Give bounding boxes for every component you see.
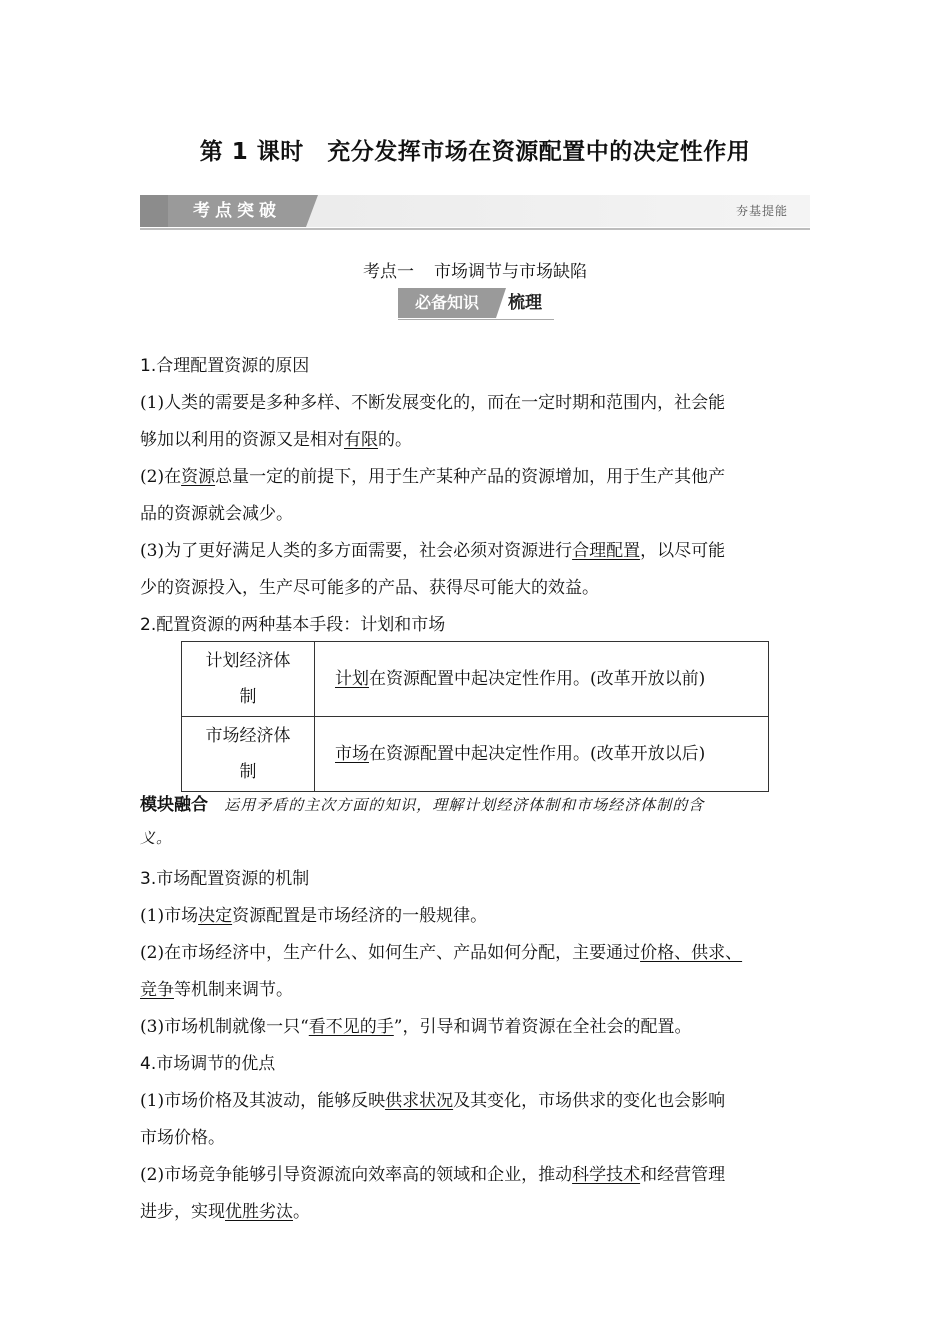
table-row [182, 717, 769, 792]
blank-answer: 看不见的手 [308, 1017, 394, 1037]
banner-underline [140, 228, 810, 230]
table-value-cell: 市场在资源配置中起决定性作用。(改革开放以后) [315, 717, 769, 792]
blank-answer: 合理配置 [572, 541, 641, 561]
p1-line-5: (3)为了更好满足人类的多方面需要，社会必须对资源进行合理配置，以尽可能 [140, 541, 726, 561]
blank-answer: 价格、供求、 [640, 943, 743, 963]
table-row [182, 642, 769, 717]
banner-right-label: 夯基提能 [735, 204, 788, 218]
fusion-line-2: 义。 [140, 829, 173, 847]
p4-line-4: 进步，实现优胜劣汰。 [140, 1202, 310, 1222]
table-value-cell: 计划在资源配置中起决定性作用。(改革开放以前) [315, 642, 769, 717]
p1-line-2: 够加以利用的资源又是相对有限的。 [140, 430, 412, 450]
heading-1: 1.合理配置资源的原因 [140, 356, 310, 376]
section-name: 市场调节与市场缺陷 [434, 262, 587, 282]
fusion-label: 模块融合 [140, 795, 208, 815]
blank-answer: 优胜劣汰 [225, 1202, 293, 1222]
blank-answer: 科学技术 [572, 1165, 641, 1185]
p3-line-2: (2)在市场经济中，生产什么、如何生产、产品如何分配，主要通过价格、供求、 [140, 943, 743, 963]
banner-tab-edge [306, 195, 318, 227]
section-banner [140, 195, 810, 227]
section-title [0, 257, 950, 282]
table-key-cell: 计划经济体 制 [182, 642, 315, 717]
p3-line-4: (3)市场机制就像一只“看不见的手”，引导和调节着资源在全社会的配置。 [140, 1017, 692, 1037]
table-key-cell: 市场经济体 制 [182, 717, 315, 792]
blank-answer: 决定 [198, 906, 233, 926]
blank-answer: 竞争 [140, 980, 174, 1000]
section-label: 考点一 [363, 262, 414, 282]
knowledge-tag-light: 梳理 [508, 293, 542, 313]
p3-line-3: 竞争等机制来调节。 [140, 980, 293, 1000]
p4-line-1: (1)市场价格及其波动，能够反映供求状况及其变化，市场供求的变化也会影响 [140, 1091, 726, 1111]
heading-3: 3.市场配置资源的机制 [140, 869, 310, 889]
banner-tab: 考点突破 [168, 195, 306, 227]
knowledge-tag-line [398, 319, 554, 320]
blank-answer: 有限 [344, 430, 378, 450]
p1-line-1: (1)人类的需要是多种多样、不断发展变化的，而在一定时期和范围内，社会能 [140, 393, 726, 413]
heading-2: 2.配置资源的两种基本手段：计划和市场 [140, 615, 446, 635]
knowledge-tag-dark: 必备知识 [398, 288, 496, 318]
lesson-title: 第 1 课时 充分发挥市场在资源配置中的决定性作用 [199, 139, 751, 165]
p4-line-2: 市场价格。 [140, 1128, 225, 1148]
knowledge-tag-slant [496, 288, 506, 318]
blank-answer: 资源 [181, 467, 216, 487]
p1-line-3: (2)在资源总量一定的前提下，用于生产某种产品的资源增加，用于生产其他产 [140, 467, 726, 487]
fusion-line-1: 模块融合 运用矛盾的主次方面的知识，理解计划经济体制和市场经济体制的含 [140, 795, 705, 815]
blank-answer: 供求状况 [385, 1091, 454, 1111]
heading-4: 4.市场调节的优点 [140, 1054, 276, 1074]
p3-line-1: (1)市场决定资源配置是市场经济的一般规律。 [140, 906, 488, 926]
p4-line-3: (2)市场竞争能够引导资源流向效率高的领域和企业，推动科学技术和经营管理 [140, 1165, 726, 1185]
banner-stripe [140, 195, 168, 227]
p1-line-4: 品的资源就会减少。 [140, 504, 293, 524]
knowledge-tag [398, 288, 554, 318]
economic-system-table [181, 641, 769, 792]
p1-line-6: 少的资源投入，生产尽可能多的产品、获得尽可能大的效益。 [140, 578, 599, 598]
